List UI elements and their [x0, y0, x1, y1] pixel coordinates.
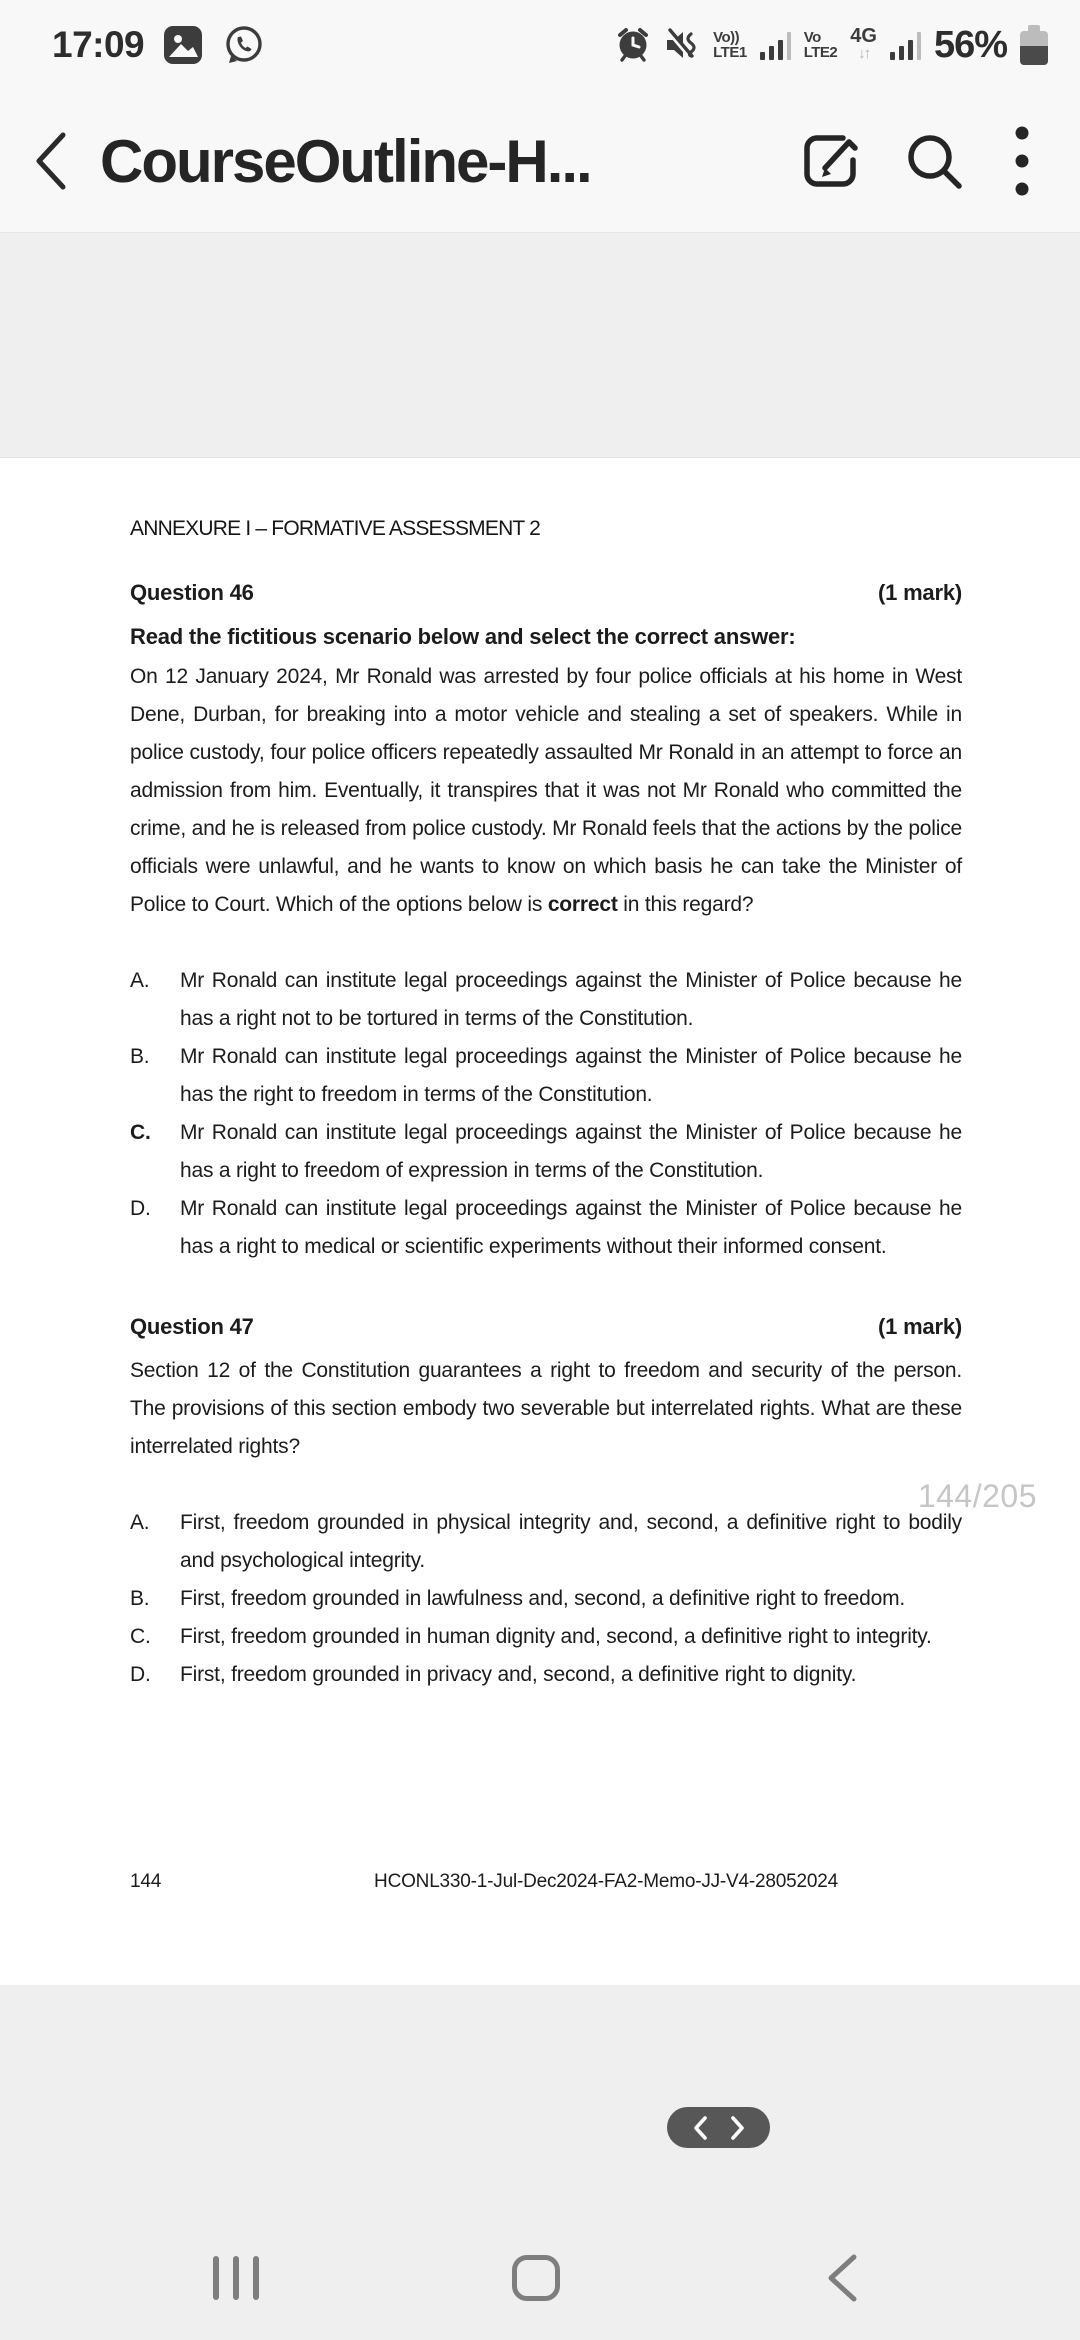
option-label: D.	[130, 1197, 151, 1220]
more-menu-icon	[1015, 123, 1029, 199]
question-body: Section 12 of the Constitution guarantees a right to freedom and security of the person. The provisions of this section embody two severable but interrelated rights. What are these interrelated rights?	[130, 1359, 962, 1458]
footer-page-number: 144	[130, 1871, 162, 1892]
answer-options	[130, 962, 962, 1266]
option-label: C.	[130, 1625, 151, 1648]
option-text: Mr Ronald can institute legal proceedings against the Minister of Police because he has a right to freedom of expression in terms of the Constitution.	[180, 1121, 962, 1182]
question-marks: (1 mark)	[878, 1314, 962, 1339]
option-text: First, freedom grounded in human dignity and, second, a definitive right to integrity.	[180, 1625, 932, 1648]
questions-container	[130, 574, 962, 1694]
sim2-volte-label: Vo LTE2	[803, 29, 838, 61]
option-label: D.	[130, 1663, 151, 1686]
answer-option	[130, 1580, 962, 1618]
whatsapp-notification-icon	[222, 23, 266, 67]
edit-icon	[799, 130, 861, 192]
answer-option	[130, 1038, 962, 1114]
question-heading	[130, 1308, 962, 1346]
home-button[interactable]	[436, 2215, 636, 2340]
back-button[interactable]	[0, 90, 100, 232]
sim1-signal-icon	[760, 30, 791, 60]
question-number: Question 47	[130, 1314, 254, 1339]
chevron-right-icon	[730, 2116, 746, 2140]
back-icon	[31, 131, 69, 191]
page-indicator: 144/205	[917, 1478, 1037, 1514]
page-navigation-pill	[667, 2107, 770, 2148]
answer-option	[130, 1656, 962, 1694]
recents-icon	[213, 2256, 259, 2300]
previous-page-button[interactable]	[692, 2116, 708, 2140]
mute-vibrate-icon	[664, 28, 700, 62]
question-heading	[130, 574, 962, 612]
footer-doc-code: HCONL330-1-Jul-Dec2024-FA2-Memo-JJ-V4-28052024	[374, 1871, 838, 1892]
option-label: A.	[130, 969, 150, 992]
home-icon	[512, 2255, 560, 2301]
sim2-signal-icon	[890, 30, 921, 60]
edit-button[interactable]	[784, 111, 876, 211]
answer-option	[130, 1190, 962, 1266]
battery-icon	[1020, 25, 1048, 65]
option-text: First, freedom grounded in lawfulness and, second, a definitive right to freedom.	[180, 1587, 906, 1610]
answer-option	[130, 1114, 962, 1190]
option-text: Mr Ronald can institute legal proceedings against the Minister of Police because he has the right to freedom in terms of the Constitution.	[180, 1045, 962, 1106]
option-label: B.	[130, 1045, 150, 1068]
question-block	[130, 1308, 962, 1694]
option-text: First, freedom grounded in privacy and, second, a definitive right to dignity.	[180, 1663, 857, 1686]
search-button[interactable]	[888, 111, 980, 211]
more-menu-button[interactable]	[992, 111, 1052, 211]
document-footer	[130, 1870, 962, 1894]
annexure-heading: ANNEXURE I – FORMATIVE ASSESSMENT 2	[130, 517, 540, 540]
option-text: Mr Ronald can institute legal proceedings against the Minister of Police because he has a right to medical or scientific experiments without their informed consent.	[180, 1197, 962, 1258]
app-bar	[0, 90, 1080, 233]
battery-percent-label: 56%	[933, 23, 1007, 66]
status-bar	[0, 0, 1080, 90]
option-label: A.	[130, 1511, 150, 1534]
answer-options	[130, 1504, 962, 1694]
document-title: CourseOutline-H...	[100, 127, 591, 195]
answer-option	[130, 1504, 962, 1580]
sim1-volte-label: Vo)) LTE1	[713, 29, 747, 61]
question-marks: (1 mark)	[878, 580, 962, 605]
answer-option	[130, 1618, 962, 1656]
question-block	[130, 574, 962, 1266]
gallery-notification-icon	[162, 24, 204, 66]
page-gap	[0, 233, 1080, 458]
question-body: On 12 January 2024, Mr Ronald was arrested by four police officials at his home in West Dene, Durban, for breaking into a motor vehicle and stealing a set of speakers. While in police custody, four police officers repeatedly assaulted Mr Ronald in an attempt to force an admission from him. Eventually, it transpires that it was not Mr Ronald who committed the crime, and he is released from police custody. Mr Ronald feels that the actions by the police officials were unlawful, and he wants to know on which basis he can take the Minister of Police to Court. Which of the options below is correct in this regard?	[130, 665, 962, 916]
question-instruction: Read the fictitious scenario below and select the correct answer:	[130, 624, 796, 649]
search-icon	[904, 131, 964, 191]
next-page-button[interactable]	[730, 2116, 746, 2140]
alarm-icon	[615, 27, 651, 63]
pdf-page-view[interactable]	[0, 458, 1080, 1985]
question-number: Question 46	[130, 580, 254, 605]
option-label: B.	[130, 1587, 150, 1610]
option-label: C.	[130, 1121, 151, 1144]
android-navigation-bar	[0, 2215, 1080, 2340]
navigation-back-icon	[825, 2254, 859, 2302]
mobile-data-4g-icon: 4G ↓↑	[850, 25, 877, 62]
recents-button[interactable]	[136, 2215, 336, 2340]
answer-option	[130, 962, 962, 1038]
clock-time: 17:09	[52, 24, 145, 65]
option-text: Mr Ronald can institute legal proceedings against the Minister of Police because he has a right not to be tortured in terms of the Constitution.	[180, 969, 962, 1030]
option-text: First, freedom grounded in physical integrity and, second, a definitive right to bodily and psychological integrity.	[180, 1511, 962, 1572]
navigation-back-button[interactable]	[742, 2215, 942, 2340]
chevron-left-icon	[692, 2116, 708, 2140]
